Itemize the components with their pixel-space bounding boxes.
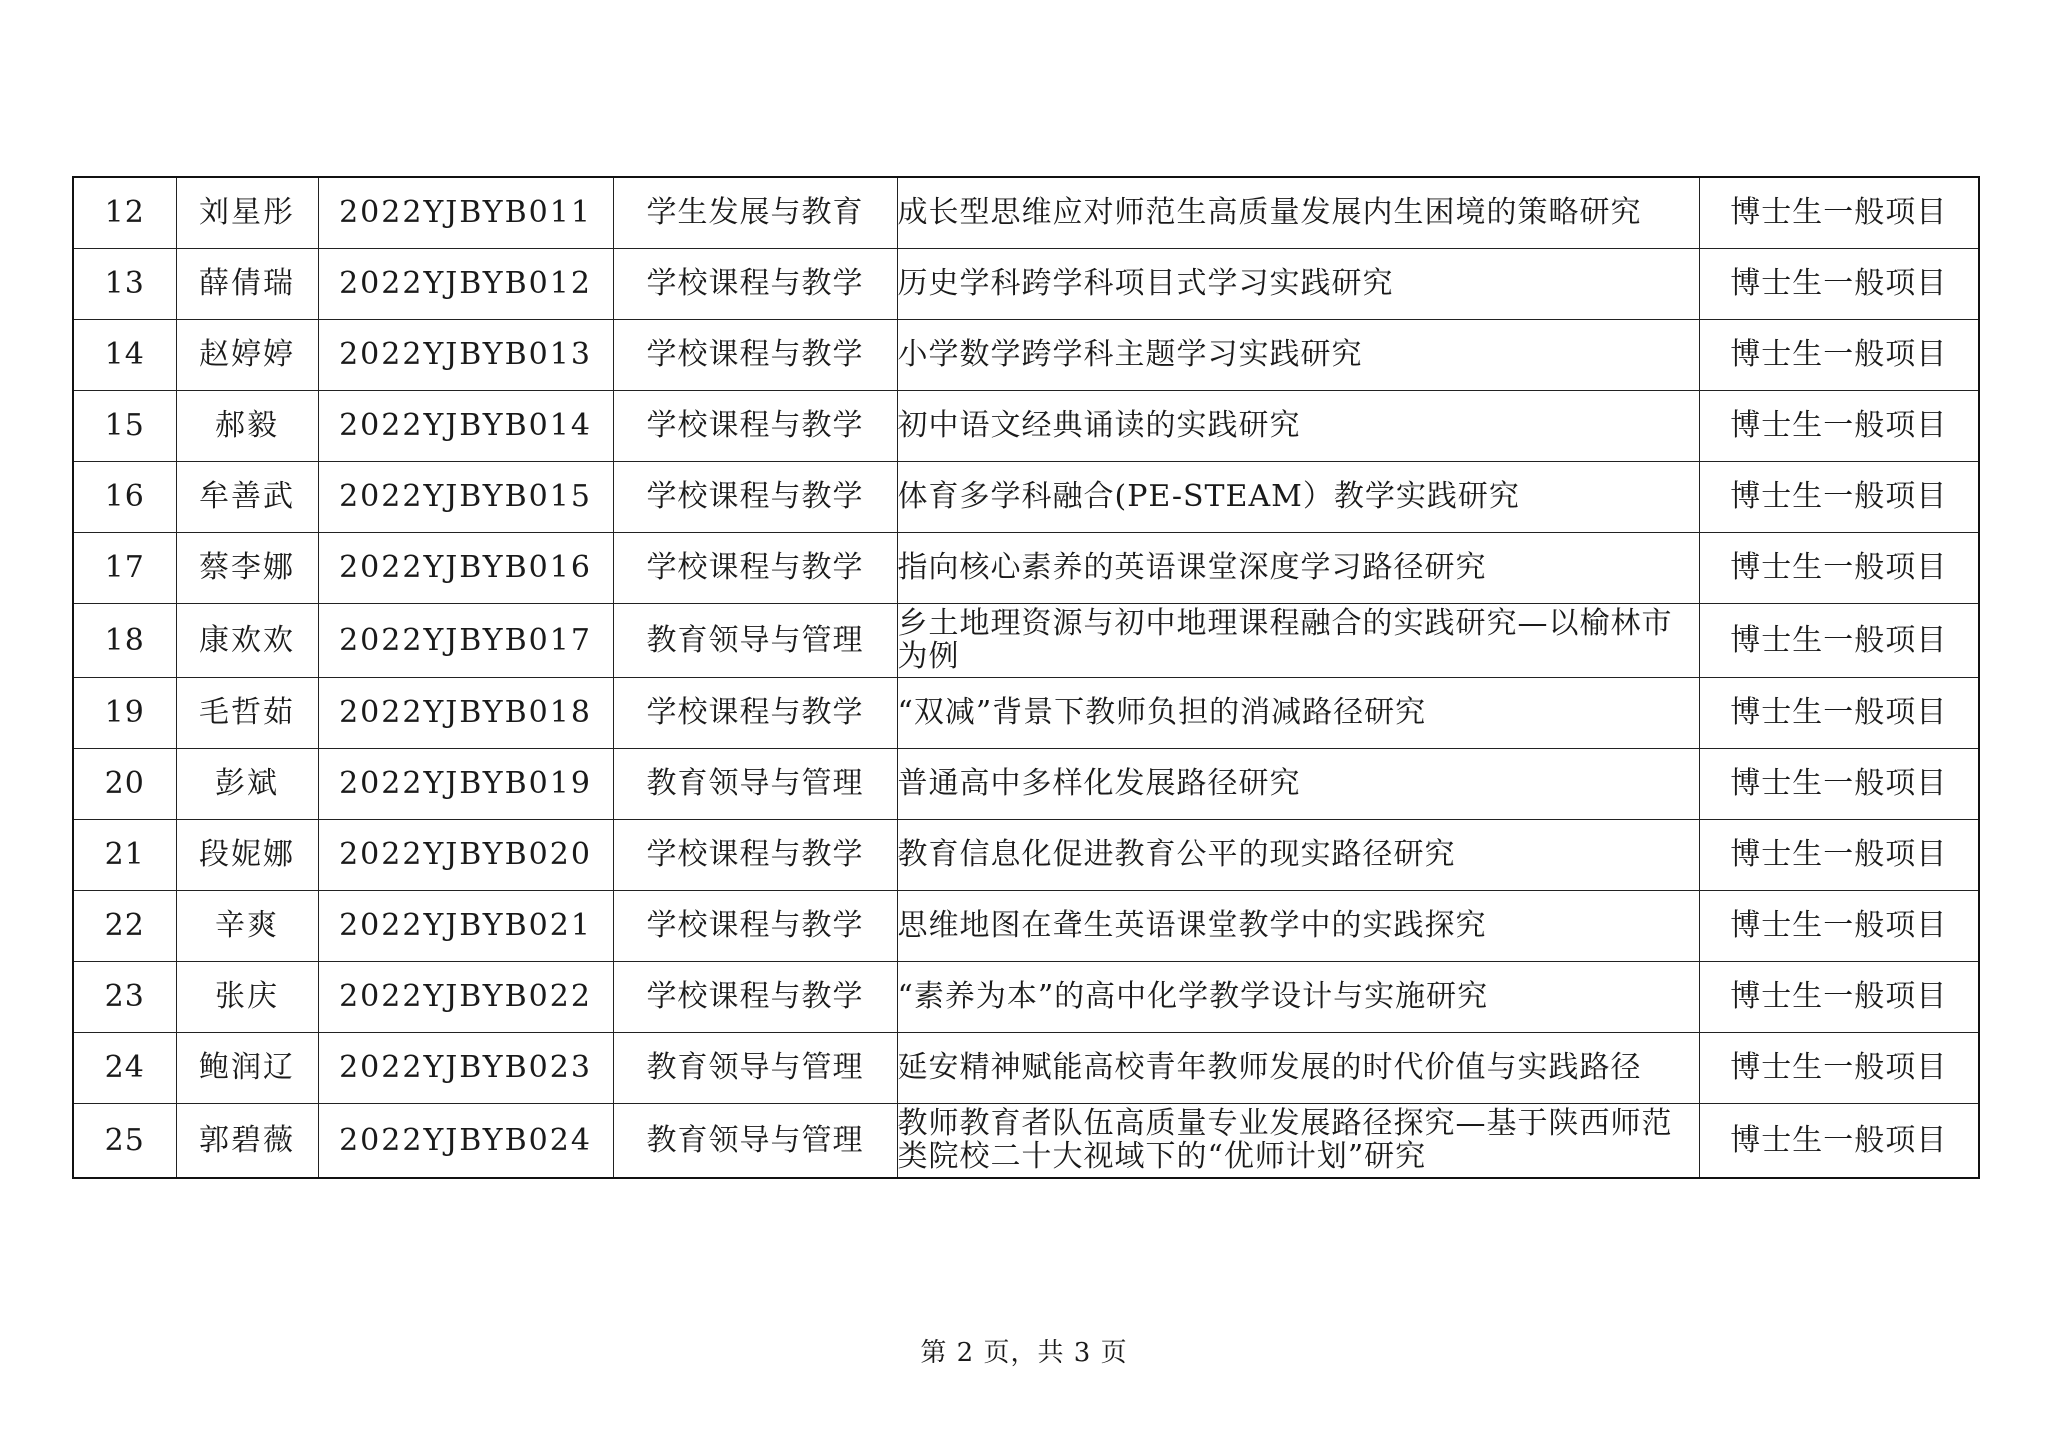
row-number: 14 <box>73 320 176 391</box>
table-row <box>73 604 1979 678</box>
project-title <box>897 320 1699 391</box>
person-name: 康欢欢 <box>176 604 318 678</box>
table-row <box>73 749 1979 820</box>
project-type: 博士生一般项目 <box>1699 462 1979 533</box>
table-row <box>73 533 1979 604</box>
project-title-text: 初中语文经典诵读的实践研究 <box>897 408 1301 443</box>
project-title <box>897 1033 1699 1104</box>
person-name: 鲍润辽 <box>176 1033 318 1104</box>
project-type: 博士生一般项目 <box>1699 891 1979 962</box>
research-category: 学校课程与教学 <box>613 533 897 604</box>
table-row <box>73 320 1979 391</box>
project-type: 博士生一般项目 <box>1699 820 1979 891</box>
table-row <box>73 177 1979 249</box>
project-title-text: 指向核心素养的英语课堂深度学习路径研究 <box>897 550 1487 585</box>
project-title-text: 小学数学跨学科主题学习实践研究 <box>897 337 1363 372</box>
person-name: 张庆 <box>176 962 318 1033</box>
row-number: 17 <box>73 533 176 604</box>
project-title <box>897 678 1699 749</box>
row-number: 12 <box>73 177 176 249</box>
person-name: 辛爽 <box>176 891 318 962</box>
project-code: 2022YJBYB018 <box>318 678 613 749</box>
research-category: 学校课程与教学 <box>613 391 897 462</box>
research-category: 学校课程与教学 <box>613 678 897 749</box>
table-row <box>73 678 1979 749</box>
project-title-text: 乡土地理资源与初中地理课程融合的实践研究—以榆林市为例 <box>897 606 1673 674</box>
row-number: 24 <box>73 1033 176 1104</box>
project-title <box>897 1104 1699 1179</box>
page-footer: 第 2 页，共 3 页 <box>920 1338 1128 1368</box>
project-code: 2022YJBYB020 <box>318 820 613 891</box>
project-title <box>897 749 1699 820</box>
table-row <box>73 462 1979 533</box>
table-row <box>73 820 1979 891</box>
research-category: 教育领导与管理 <box>613 1033 897 1104</box>
project-code: 2022YJBYB019 <box>318 749 613 820</box>
project-title-text: 历史学科跨学科项目式学习实践研究 <box>897 266 1394 301</box>
project-title <box>897 604 1699 678</box>
project-code: 2022YJBYB023 <box>318 1033 613 1104</box>
project-title <box>897 891 1699 962</box>
project-type: 博士生一般项目 <box>1699 391 1979 462</box>
project-code: 2022YJBYB014 <box>318 391 613 462</box>
project-code: 2022YJBYB021 <box>318 891 613 962</box>
project-title <box>897 962 1699 1033</box>
project-table <box>72 176 1980 1179</box>
project-code: 2022YJBYB012 <box>318 249 613 320</box>
person-name: 刘星彤 <box>176 177 318 249</box>
person-name: 段妮娜 <box>176 820 318 891</box>
person-name: 彭斌 <box>176 749 318 820</box>
project-type: 博士生一般项目 <box>1699 320 1979 391</box>
project-title-text: “双减”背景下教师负担的消减路径研究 <box>897 695 1427 730</box>
table-row <box>73 962 1979 1033</box>
table-row <box>73 1033 1979 1104</box>
research-category: 学校课程与教学 <box>613 820 897 891</box>
project-type: 博士生一般项目 <box>1699 749 1979 820</box>
project-title-text: 教师教育者队伍高质量专业发展路径探究—基于陕西师范类院校二十大视域下的“优师计划”研究 <box>897 1106 1673 1174</box>
person-name: 蔡李娜 <box>176 533 318 604</box>
project-title-text: 教育信息化促进教育公平的现实路径研究 <box>897 837 1456 872</box>
table-body <box>73 177 1979 1178</box>
person-name: 牟善武 <box>176 462 318 533</box>
project-code: 2022YJBYB022 <box>318 962 613 1033</box>
table-row <box>73 249 1979 320</box>
project-type: 博士生一般项目 <box>1699 678 1979 749</box>
project-type: 博士生一般项目 <box>1699 604 1979 678</box>
project-type: 博士生一般项目 <box>1699 1033 1979 1104</box>
project-code: 2022YJBYB017 <box>318 604 613 678</box>
row-number: 15 <box>73 391 176 462</box>
project-code: 2022YJBYB024 <box>318 1104 613 1179</box>
research-category: 学校课程与教学 <box>613 891 897 962</box>
table-row <box>73 1104 1979 1179</box>
project-code: 2022YJBYB011 <box>318 177 613 249</box>
project-code: 2022YJBYB013 <box>318 320 613 391</box>
person-name: 赵婷婷 <box>176 320 318 391</box>
project-title <box>897 249 1699 320</box>
project-code: 2022YJBYB016 <box>318 533 613 604</box>
row-number: 18 <box>73 604 176 678</box>
table-row <box>73 891 1979 962</box>
row-number: 13 <box>73 249 176 320</box>
person-name: 薛倩瑞 <box>176 249 318 320</box>
project-title-text: “素养为本”的高中化学教学设计与实施研究 <box>897 979 1489 1014</box>
project-title <box>897 820 1699 891</box>
project-code: 2022YJBYB015 <box>318 462 613 533</box>
row-number: 19 <box>73 678 176 749</box>
person-name: 郝毅 <box>176 391 318 462</box>
research-category: 学生发展与教育 <box>613 177 897 249</box>
project-type: 博士生一般项目 <box>1699 249 1979 320</box>
project-title <box>897 177 1699 249</box>
research-category: 教育领导与管理 <box>613 604 897 678</box>
research-category: 教育领导与管理 <box>613 1104 897 1179</box>
row-number: 22 <box>73 891 176 962</box>
project-title <box>897 533 1699 604</box>
row-number: 21 <box>73 820 176 891</box>
project-type: 博士生一般项目 <box>1699 962 1979 1033</box>
research-category: 学校课程与教学 <box>613 462 897 533</box>
row-number: 20 <box>73 749 176 820</box>
project-title-text: 普通高中多样化发展路径研究 <box>897 766 1301 801</box>
project-title-text: 体育多学科融合(PE-STEAM）教学实践研究 <box>897 479 1520 514</box>
row-number: 25 <box>73 1104 176 1179</box>
research-category: 学校课程与教学 <box>613 962 897 1033</box>
row-number: 23 <box>73 962 176 1033</box>
project-title-text: 延安精神赋能高校青年教师发展的时代价值与实践路径 <box>897 1050 1642 1085</box>
project-type: 博士生一般项目 <box>1699 1104 1979 1179</box>
project-type: 博士生一般项目 <box>1699 177 1979 249</box>
research-category: 学校课程与教学 <box>613 249 897 320</box>
project-title <box>897 391 1699 462</box>
person-name: 郭碧薇 <box>176 1104 318 1179</box>
research-category: 教育领导与管理 <box>613 749 897 820</box>
row-number: 16 <box>73 462 176 533</box>
project-type: 博士生一般项目 <box>1699 533 1979 604</box>
project-title <box>897 462 1699 533</box>
person-name: 毛哲茹 <box>176 678 318 749</box>
table-row <box>73 391 1979 462</box>
research-category: 学校课程与教学 <box>613 320 897 391</box>
project-title-text: 成长型思维应对师范生高质量发展内生困境的策略研究 <box>897 195 1642 230</box>
project-title-text: 思维地图在聋生英语课堂教学中的实践探究 <box>897 908 1487 943</box>
